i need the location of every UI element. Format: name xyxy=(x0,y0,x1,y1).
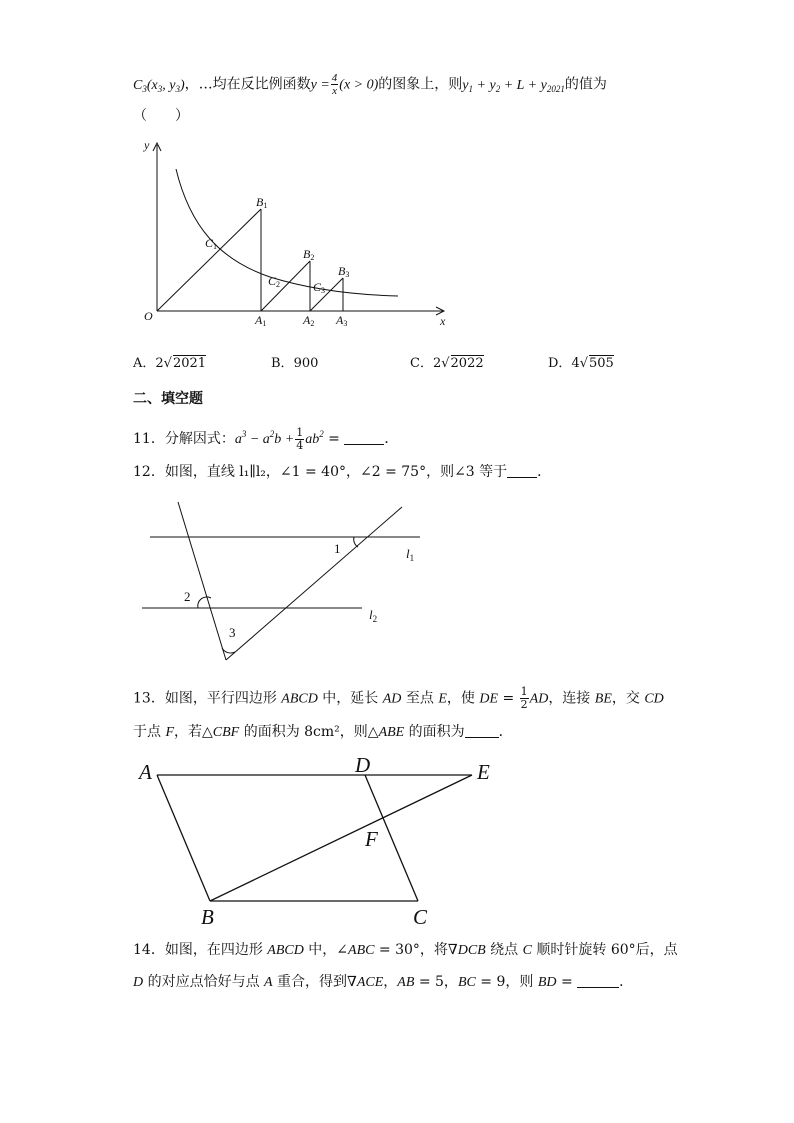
option-a[interactable]: A．2√2021 xyxy=(133,356,207,371)
q14-answer-blank[interactable] xyxy=(577,987,619,988)
segment-o-b1 xyxy=(157,209,261,311)
label-c3: C3 xyxy=(313,280,326,295)
q14-statement-line2: D 的对应点恰好与点 A 重合，得到∇ACE，AB = 5，BC = 9，则 BD = ． xyxy=(133,974,634,990)
q13-statement-line2: 于点 F，若△CBF 的面积为 8cm²，则△ABE 的面积为 ． xyxy=(133,724,513,740)
label-c1: C1 xyxy=(205,236,218,251)
q13-statement-line1: 13．如图，平行四边形 ABCD 中，延长 AD 至点 E，使 DE = $\frac{1}{2}$ AD，连接 BE，交 CD xyxy=(133,685,664,711)
transversal-right xyxy=(226,507,402,660)
q12-statement: 12．如图，直线 l₁∥l₂，∠1 = 40°，∠2 = 75°，则∠3 等于 ． xyxy=(133,464,552,480)
q11-frac: $\frac{1}{4}$ xyxy=(296,425,304,452)
q10-text-mid: ，…均在反比例函数 xyxy=(184,76,311,93)
label-c2: C2 xyxy=(268,274,281,289)
label-b: B xyxy=(201,905,214,929)
section-heading: 二、填空题 xyxy=(133,391,203,407)
y-label: y xyxy=(144,138,150,152)
label-b2: B2 xyxy=(303,247,315,262)
label-b1: B1 xyxy=(256,195,268,210)
label-a3: A3 xyxy=(336,313,348,328)
q10-c3: $C_3(x_3$, $y_3$) xyxy=(133,77,185,94)
transversal-left xyxy=(178,502,226,660)
q10-paren: （ ） xyxy=(133,108,189,124)
q11-statement: 11．分解因式：$a^3 - a^2b$ + $\frac{1}{4}$ $ab^2$ = ． xyxy=(133,425,399,452)
q13-answer-blank[interactable] xyxy=(465,737,499,738)
q12-answer-blank[interactable] xyxy=(507,477,537,478)
angle-2-label: 2 xyxy=(184,589,191,604)
label-a2: A2 xyxy=(303,313,315,328)
label-a: A xyxy=(139,760,152,784)
label-l1: $l_1$ xyxy=(406,546,415,563)
label-e: E xyxy=(477,760,490,784)
option-d[interactable]: D．4√505 xyxy=(548,356,614,371)
option-b[interactable]: B．900 xyxy=(271,356,319,371)
origin-label: O xyxy=(144,309,153,323)
segment-b-e xyxy=(210,775,472,901)
q10-text-end: 的值为 xyxy=(564,76,607,93)
angle-1-label: 1 xyxy=(334,541,341,556)
q12-figure xyxy=(140,500,430,670)
q10-func-y: y = xyxy=(310,77,330,93)
segment-a-b xyxy=(157,775,210,901)
label-a1: A1 xyxy=(255,313,267,328)
angle-3-label: 3 xyxy=(229,625,236,640)
x-label: x xyxy=(440,314,446,328)
q13-frac: $\frac{1}{2}$ xyxy=(520,685,528,711)
q13-figure xyxy=(135,755,505,933)
option-c[interactable]: C．2√2022 xyxy=(410,356,484,371)
q10-text-mid2: 的图象上，则 xyxy=(378,76,463,93)
q10-frac: $\frac{4}{x}$ xyxy=(331,72,338,97)
label-c: C xyxy=(413,905,428,929)
label-b3: B3 xyxy=(338,264,350,279)
q10-sum: $y_1 + y_2 + L + y_{2021}$ xyxy=(462,77,565,94)
hyperbola-curve xyxy=(176,169,398,296)
q10-figure xyxy=(130,135,460,335)
label-d: D xyxy=(355,755,371,777)
q14-statement-line1: 14．如图，在四边形 ABCD 中，∠ABC = 30°，将∇DCB 绕点 C 顺时针旋转 60°后，点 xyxy=(133,942,678,958)
q11-answer-blank[interactable] xyxy=(344,444,384,445)
label-l2: $l_2$ xyxy=(369,607,378,624)
q10-statement xyxy=(133,72,607,99)
label-f: F xyxy=(365,827,378,851)
q10-condition: (x > 0) xyxy=(339,77,379,93)
